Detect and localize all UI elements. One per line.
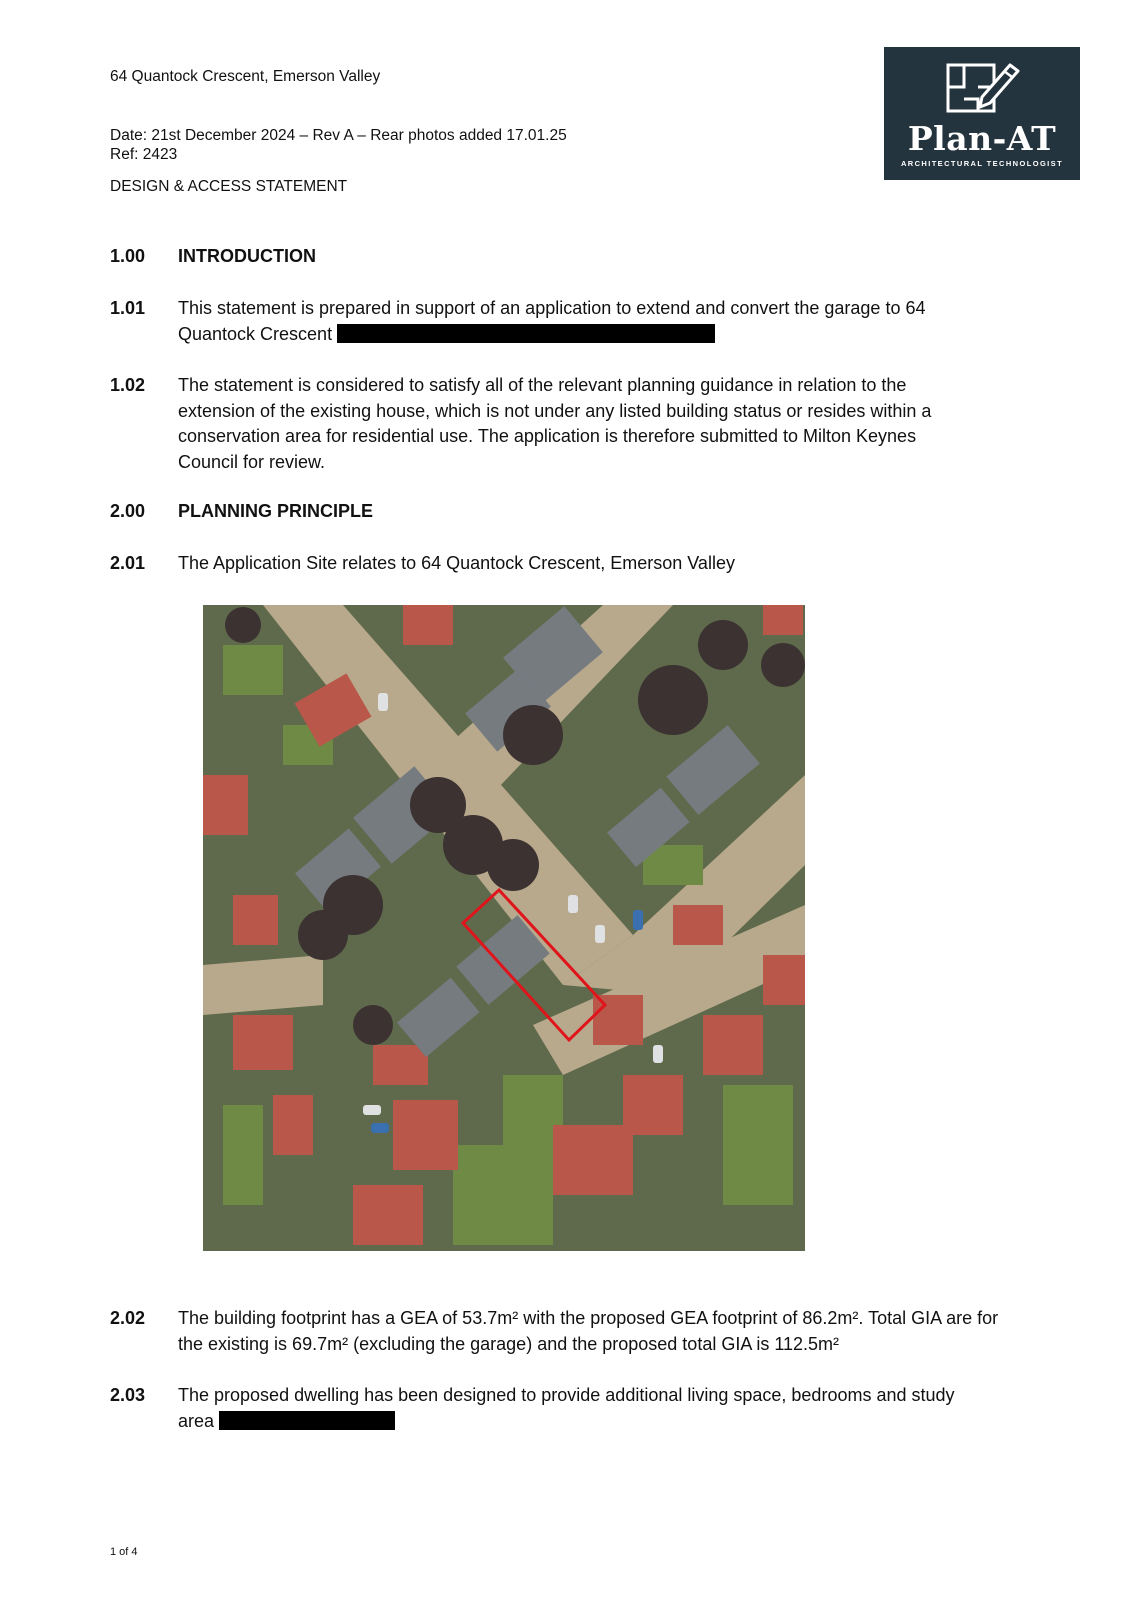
redaction-bar (337, 324, 715, 343)
paragraph-1-01 (178, 296, 925, 347)
paragraph-line: The proposed dwelling has been designed to provide additional living space, bedrooms and study (178, 1385, 955, 1405)
aerial-site-photo (203, 605, 805, 1251)
section-number: 2.00 (110, 501, 146, 521)
document-type: DESIGN & ACCESS STATEMENT (110, 178, 348, 195)
paragraph-line: This statement is prepared in support of an application to extend and convert the garage to 64 (178, 298, 926, 318)
floor-plan-pencil-icon (942, 57, 1022, 119)
redaction-bar (219, 1411, 395, 1430)
section-heading-planning-principle: PLANNING PRINCIPLE (178, 501, 374, 521)
paragraph-line: conservation area for residential use. The application is therefore submitted to Milton Keynes (178, 426, 917, 446)
section-number: 1.01 (110, 298, 146, 318)
site-address: 64 Quantock Crescent, Emerson Valley (110, 68, 381, 85)
logo-tagline: ARCHITECTURAL TECHNOLOGIST (900, 159, 1064, 168)
paragraph-line: extension of the existing house, which is not under any listed building status or resides within a (178, 400, 932, 421)
paragraph-2-01: The Application Site relates to 64 Quantock Crescent, Emerson Valley (178, 553, 735, 573)
paragraph-text: area (178, 1410, 215, 1431)
section-number: 2.03 (110, 1385, 146, 1405)
paragraph-line (178, 1409, 955, 1435)
page-number: 1 of 4 (110, 1546, 138, 1558)
paragraph-line: Council for review. (178, 451, 326, 472)
paragraph-2-03 (178, 1383, 955, 1434)
company-logo (884, 47, 1080, 180)
section-number: 1.02 (110, 375, 146, 395)
paragraph-text: Quantock Crescent (178, 323, 333, 344)
section-number: 2.02 (110, 1308, 146, 1328)
paragraph-line: the existing is 69.7m² (excluding the garage) and the proposed total GIA is 112.5m² (178, 1333, 840, 1354)
paragraph-1-02 (178, 373, 931, 475)
document-ref: Ref: 2423 (110, 146, 178, 163)
section-heading-introduction: INTRODUCTION (178, 246, 316, 266)
paragraph-line (178, 322, 925, 348)
section-number: 1.00 (110, 246, 146, 266)
paragraph-line: The building footprint has a GEA of 53.7m² with the proposed GEA footprint of 86.2m². Total GIA are for (178, 1308, 999, 1328)
paragraph-line: The statement is considered to satisfy all of the relevant planning guidance in relation to the (178, 375, 907, 395)
paragraph-2-02 (178, 1306, 998, 1357)
section-number: 2.01 (110, 553, 146, 573)
document-date: Date: 21st December 2024 – Rev A – Rear photos added 17.01.25 (110, 127, 567, 144)
logo-wordmark: Plan-AT (907, 119, 1057, 158)
